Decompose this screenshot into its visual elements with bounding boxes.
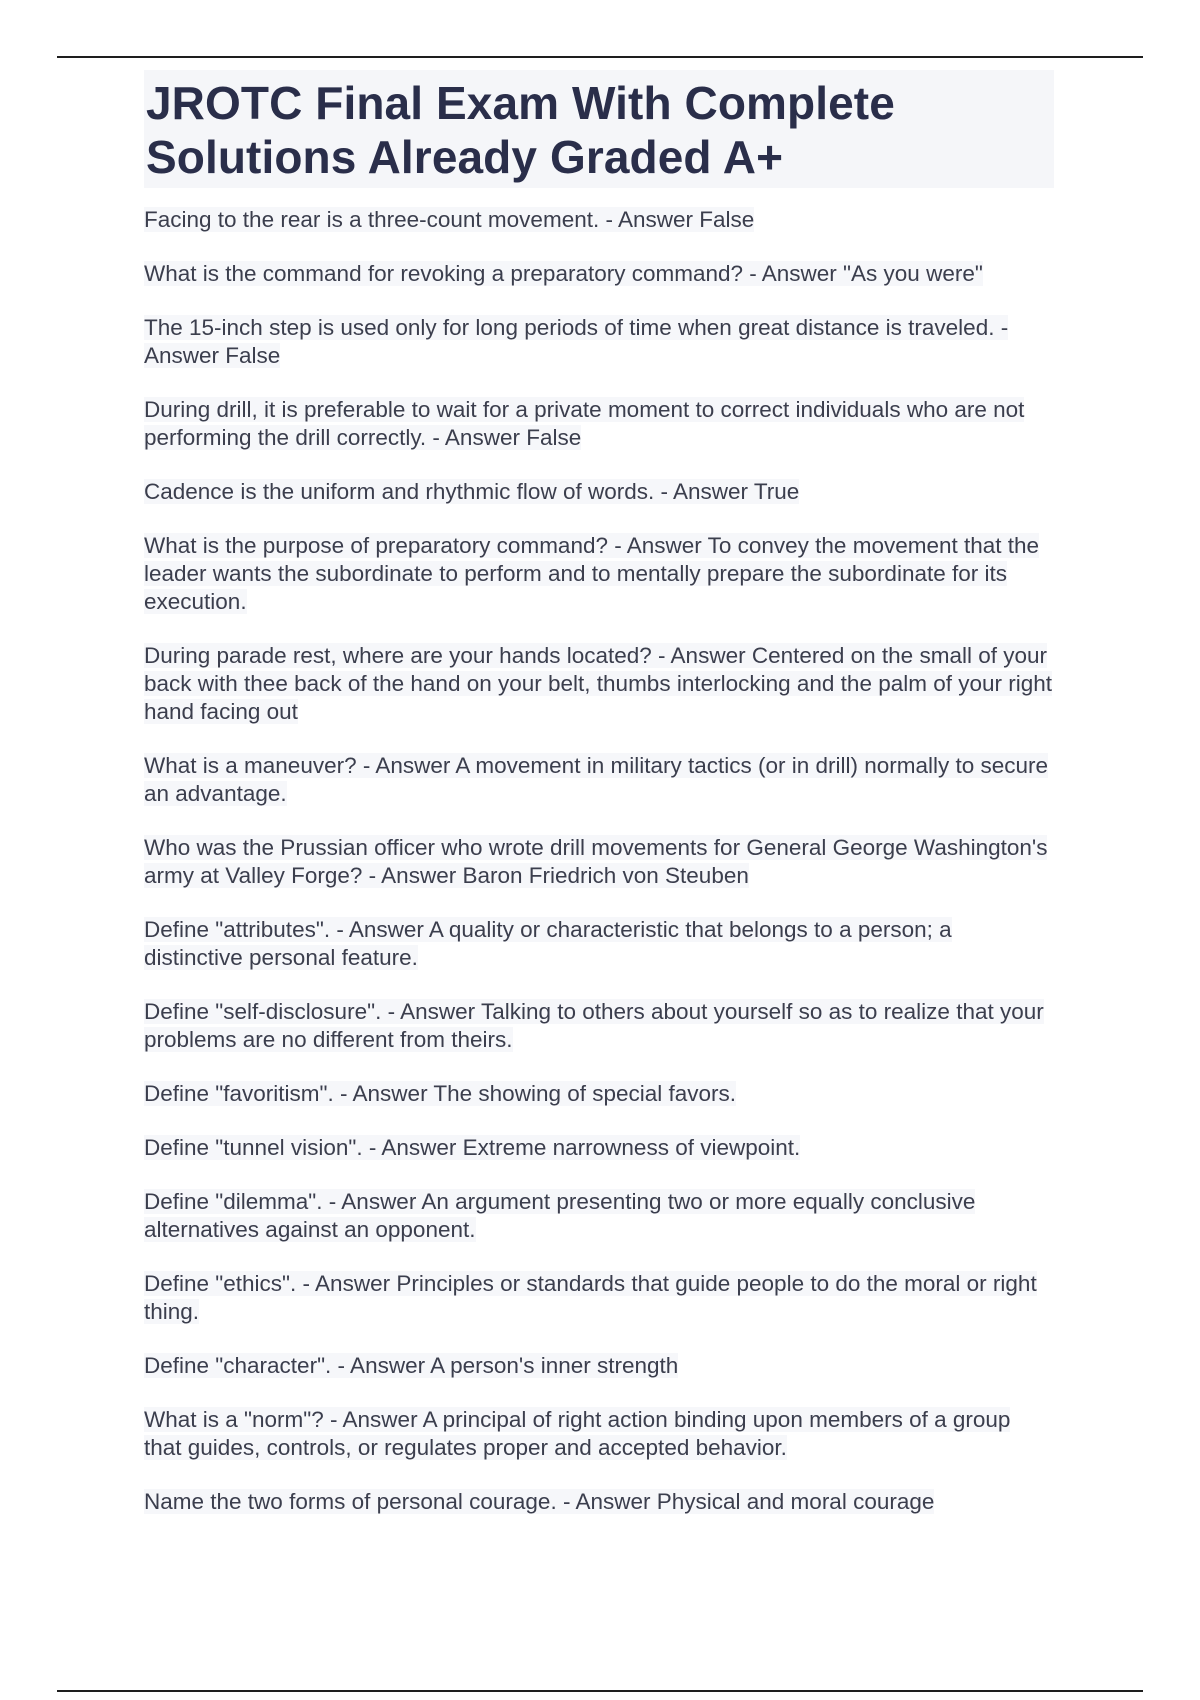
qa-text: What is the purpose of preparatory command? - Answer To convey the movement that the leader wants the subordinate to perform and to mentally prepare the subordinate for its execution. xyxy=(144,533,1040,614)
qa-text: During parade rest, where are your hands located? - Answer Centered on the small of your back with thee back of the hand on your belt, thumbs interlocking and the palm of your right hand facing out xyxy=(144,643,1053,724)
document-page xyxy=(144,70,1054,1542)
qa-item xyxy=(144,1352,1054,1380)
qa-item xyxy=(144,206,1054,234)
qa-text: Define "dilemma". - Answer An argument presenting two or more equally conclusive alternatives against an opponent. xyxy=(144,1189,976,1242)
qa-item xyxy=(144,752,1054,808)
qa-list xyxy=(144,206,1054,1516)
qa-text: Who was the Prussian officer who wrote drill movements for General George Washington's army at Valley Forge? - Answer Baron Friedrich von Steuben xyxy=(144,835,1048,888)
qa-text: What is a "norm"? - Answer A principal of right action binding upon members of a group that guides, controls, or regulates proper and accepted behavior. xyxy=(144,1407,1011,1460)
qa-text: What is the command for revoking a preparatory command? - Answer "As you were" xyxy=(144,261,983,286)
qa-item xyxy=(144,642,1054,726)
qa-text: Define "character". - Answer A person's inner strength xyxy=(144,1353,679,1378)
qa-item xyxy=(144,998,1054,1054)
document-title: JROTC Final Exam With Complete Solutions Already Graded A+ xyxy=(146,77,895,183)
qa-item xyxy=(144,1406,1054,1462)
qa-item xyxy=(144,834,1054,890)
qa-text: Define "ethics". - Answer Principles or standards that guide people to do the moral or right thing. xyxy=(144,1271,1037,1324)
top-divider xyxy=(57,56,1143,58)
qa-item xyxy=(144,532,1054,616)
title-block xyxy=(144,70,1054,188)
qa-item xyxy=(144,1188,1054,1244)
qa-text: Define "favoritism". - Answer The showing of special favors. xyxy=(144,1081,737,1106)
qa-text: Facing to the rear is a three-count movement. - Answer False xyxy=(144,207,755,232)
qa-item xyxy=(144,314,1054,370)
qa-text: The 15-inch step is used only for long periods of time when great distance is traveled. - Answer False xyxy=(144,315,1009,368)
qa-item xyxy=(144,478,1054,506)
qa-item xyxy=(144,1270,1054,1326)
qa-text: Define "tunnel vision". - Answer Extreme narrowness of viewpoint. xyxy=(144,1135,801,1160)
qa-item xyxy=(144,1488,1054,1516)
bottom-divider xyxy=(57,1690,1143,1692)
qa-item xyxy=(144,1134,1054,1162)
qa-text: Define "self-disclosure". - Answer Talking to others about yourself so as to realize that your problems are no different from theirs. xyxy=(144,999,1044,1052)
qa-text: Define "attributes". - Answer A quality or characteristic that belongs to a person; a distinctive personal feature. xyxy=(144,917,952,970)
qa-text: Name the two forms of personal courage. - Answer Physical and moral courage xyxy=(144,1489,935,1514)
qa-text: Cadence is the uniform and rhythmic flow of words. - Answer True xyxy=(144,479,800,504)
qa-item xyxy=(144,916,1054,972)
qa-text: During drill, it is preferable to wait for a private moment to correct individuals who are not performing the drill correctly. - Answer False xyxy=(144,397,1025,450)
qa-text: What is a maneuver? - Answer A movement in military tactics (or in drill) normally to secure an advantage. xyxy=(144,753,1049,806)
qa-item xyxy=(144,396,1054,452)
qa-item xyxy=(144,260,1054,288)
qa-item xyxy=(144,1080,1054,1108)
